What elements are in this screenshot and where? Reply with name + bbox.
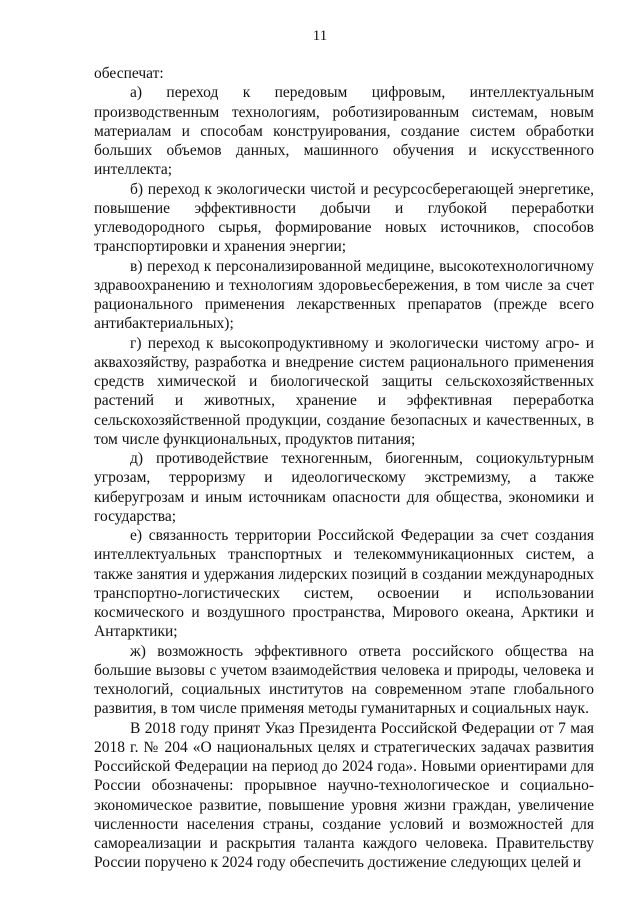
list-item-g: г) переход к высокопродуктивному и экологически чистому агро- и аквахозяйству, разработка и внедрение систем рационального применения средств химической и биологической защиты сельскохозяйственных растений и животных, хранение и эффективная переработка сельскохозяйственной продукции, создание безопасных и качественных, в том числе функциональных, продуктов питания; xyxy=(94,334,594,448)
list-item-b: б) переход к экологически чистой и ресурсосберегающей энергетике, повышение эффективности добычи и глубокой переработки углеводородного сырья, формирование новых источников, способов транспортировки и хранения энергии; xyxy=(94,180,594,256)
page-number: 11 xyxy=(312,28,328,44)
list-item-v: в) переход к персонализированной медицине, высокотехнологичному здравоохранению и технологиям здоровьесбережения, в том числе за счет рационального применения лекарственных препаратов (прежде всего антибактериальных); xyxy=(94,257,594,333)
list-item-d: д) противодействие техногенным, биогенным, социокультурным угрозам, терроризму и идеологическому экстремизму, а также киберугрозам и иным источникам опасности для общества, экономики и государства; xyxy=(94,450,594,525)
list-item-a: а) переход к передовым цифровым, интеллектуальным производственным технологиям, роботизированным системам, новым материалам и способам конструирования, создание систем обработки больших объемов данных, машинного обучения и искусственного интеллекта; xyxy=(94,84,594,179)
intro-line: обеспечат: xyxy=(94,65,164,82)
list-item-zh: ж) возможность эффективного ответа российского общества на большие вызовы с учетом взаимодействия человека и природы, человека и технологий, социальных институтов на современном этапе глобального развития, в том числе применяя методы гуманитарных и социальных наук. xyxy=(94,642,594,718)
document-body xyxy=(94,64,594,873)
list-item-e: е) связанность территории Российской Федерации за счет создания интеллектуальных транспортных и телекоммуникационных систем, а также занятия и удержания лидерских позиций в создании международных транспортно-логистических систем, освоении и использовании космического и воздушного пространства, Мирового океана, Арктики и Антарктики; xyxy=(94,527,594,641)
paragraph-decree: В 2018 году принят Указ Президента Российской Федерации от 7 мая 2018 г. № 204 «О национальных целях и стратегических задачах развития Российской Федерации на период до 2024 года». Новыми ориентирами для России обозначены: прорывное научно-технологическое и социально-экономическое развитие, повышение уровня жизни граждан, увеличение численности населения страны, создание условий и возможностей для самореализации и раскрытия таланта каждого человека. Правительству России поручено к 2024 году обеспечить достижение следующих целей и xyxy=(94,719,594,872)
